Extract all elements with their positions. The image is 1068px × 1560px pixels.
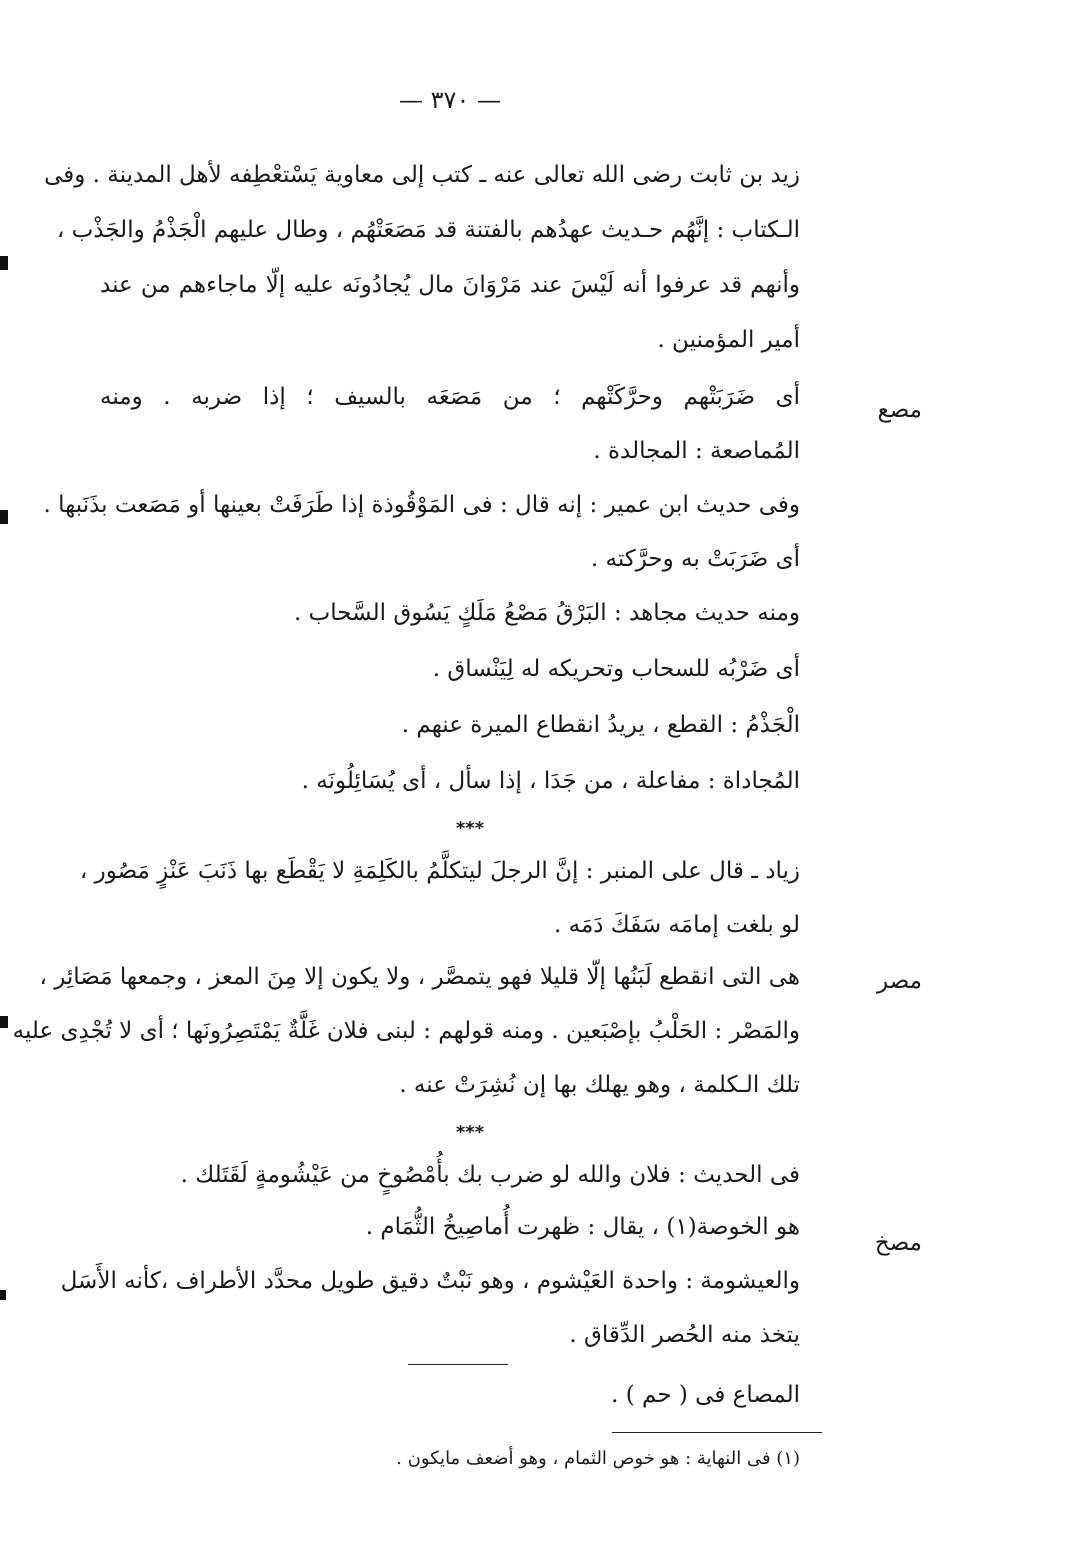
scan-mark	[0, 1016, 8, 1028]
text-line: هو الخوصة(١) ، يقال : ظهرت أُماصِيخُ الثُّمَام .	[365, 1214, 800, 1240]
section-separator: ***	[455, 818, 485, 839]
text-line: أى ضَرَبَتْ به وحرَّكته .	[590, 546, 800, 572]
text-line: وفى حديث ابن عمير : إنه قال : فى المَوْقُوذة إذا طَرَفَتْ بعينها أو مَصَعت بذَنَبها .	[43, 492, 800, 518]
entry-keyword: مصخ	[874, 1230, 922, 1256]
section-separator: ***	[455, 1122, 485, 1143]
text-line: أى ضَرَبَتْهم وحرَّكَتْهم ؛ من مَصَعَه بالسيف ؛ إذا ضربه . ومنه	[100, 384, 800, 410]
entry-keyword: مصع	[877, 397, 922, 423]
scan-mark	[0, 256, 8, 270]
text-line: المُماصعة : المجالدة .	[593, 438, 800, 464]
footnote-divider	[612, 1432, 822, 1433]
text-line: فى الحديث : فلان والله لو ضرب بك بأُمْصُوخٍ من عَيْشُومةٍ لَقَتَلك .	[180, 1162, 800, 1188]
text-line: أمير المؤمنين .	[657, 327, 800, 353]
text-line: زياد ـ قال على المنبر : إنَّ الرجلَ ليتكلَّمُ بالكَلِمَةِ لا يَقْطَع بها ذَنَبَ عَنْزٍ مَصُور ،	[79, 858, 800, 884]
scan-mark	[0, 510, 8, 524]
text-line: والعيشومة : واحدة العَيْشوم ، وهو نَبْتٌ دقيق طويل محدَّد الأطراف ،كأنه الأَسَل	[60, 1268, 800, 1294]
text-line: وأنهم قد عرفوا أنه لَيْسَ عند مَرْوَانَ مال يُجادُونَه عليه إلّا ماجاءهم من عند	[100, 272, 800, 298]
text-line: يتخذ منه الحُصر الدِّقاق .	[569, 1322, 800, 1348]
text-line: الْجَذْمُ : القطع ، يريدُ انقطاع الميرة عنهم .	[401, 712, 800, 738]
text-line: والمَصْر : الحَلْبُ بإصْبَعين . ومنه قولهم : لبنى فلان غَلَّةٌ يَمْتَصِرُونَها ؛ أى لا تُجْدِى عليه	[12, 1018, 800, 1044]
footnote: (١) فى النهاية : هو خوص الثمام ، وهو أضعف مايكون .	[396, 1448, 800, 1469]
text-line: المُجاداة : مفاعلة ، من جَدَا ، إذا سأل ، أى يُسَائِلُونَه .	[301, 768, 800, 794]
text-line: الـكتاب : إنَّهُم حـديث عهدُهم بالفتنة قد مَصَعَتْهُم ، وطال عليهم الْجَذْمُ والجَذْب ،	[56, 217, 800, 243]
text-line: لو بلغت إمامَه سَفَكَ دَمَه .	[553, 912, 800, 938]
text-line: هى التى انقطع لَبَنُها إلّا قليلا فهو يتمصَّر ، ولا يكون إلا مِنَ المعز ، وجمعها مَصَائِر ،	[39, 964, 800, 990]
page-number: — ٣٧٠ —	[399, 86, 501, 114]
text-line: أى ضَرْبُه للسحاب وتحريكه له لِيَنْساق .	[432, 656, 800, 682]
text-line: تلك الـكلمة ، وهو يهلك بها إن نُشِرَتْ عنه .	[399, 1072, 800, 1098]
divider	[408, 1364, 508, 1365]
cross-reference: المصاع فى ( حم ) .	[611, 1382, 800, 1408]
entry-keyword: مصر	[877, 968, 922, 994]
text-line: ومنه حديث مجاهد : البَرْقُ مَصْعُ مَلَكٍ يَسُوق السَّحاب .	[294, 600, 800, 626]
text-line: زيد بن ثابت رضى الله تعالى عنه ـ كتب إلى معاوية يَسْتعْطِفه لأهل المدينة . وفى	[44, 162, 800, 188]
scan-mark	[0, 1290, 6, 1300]
